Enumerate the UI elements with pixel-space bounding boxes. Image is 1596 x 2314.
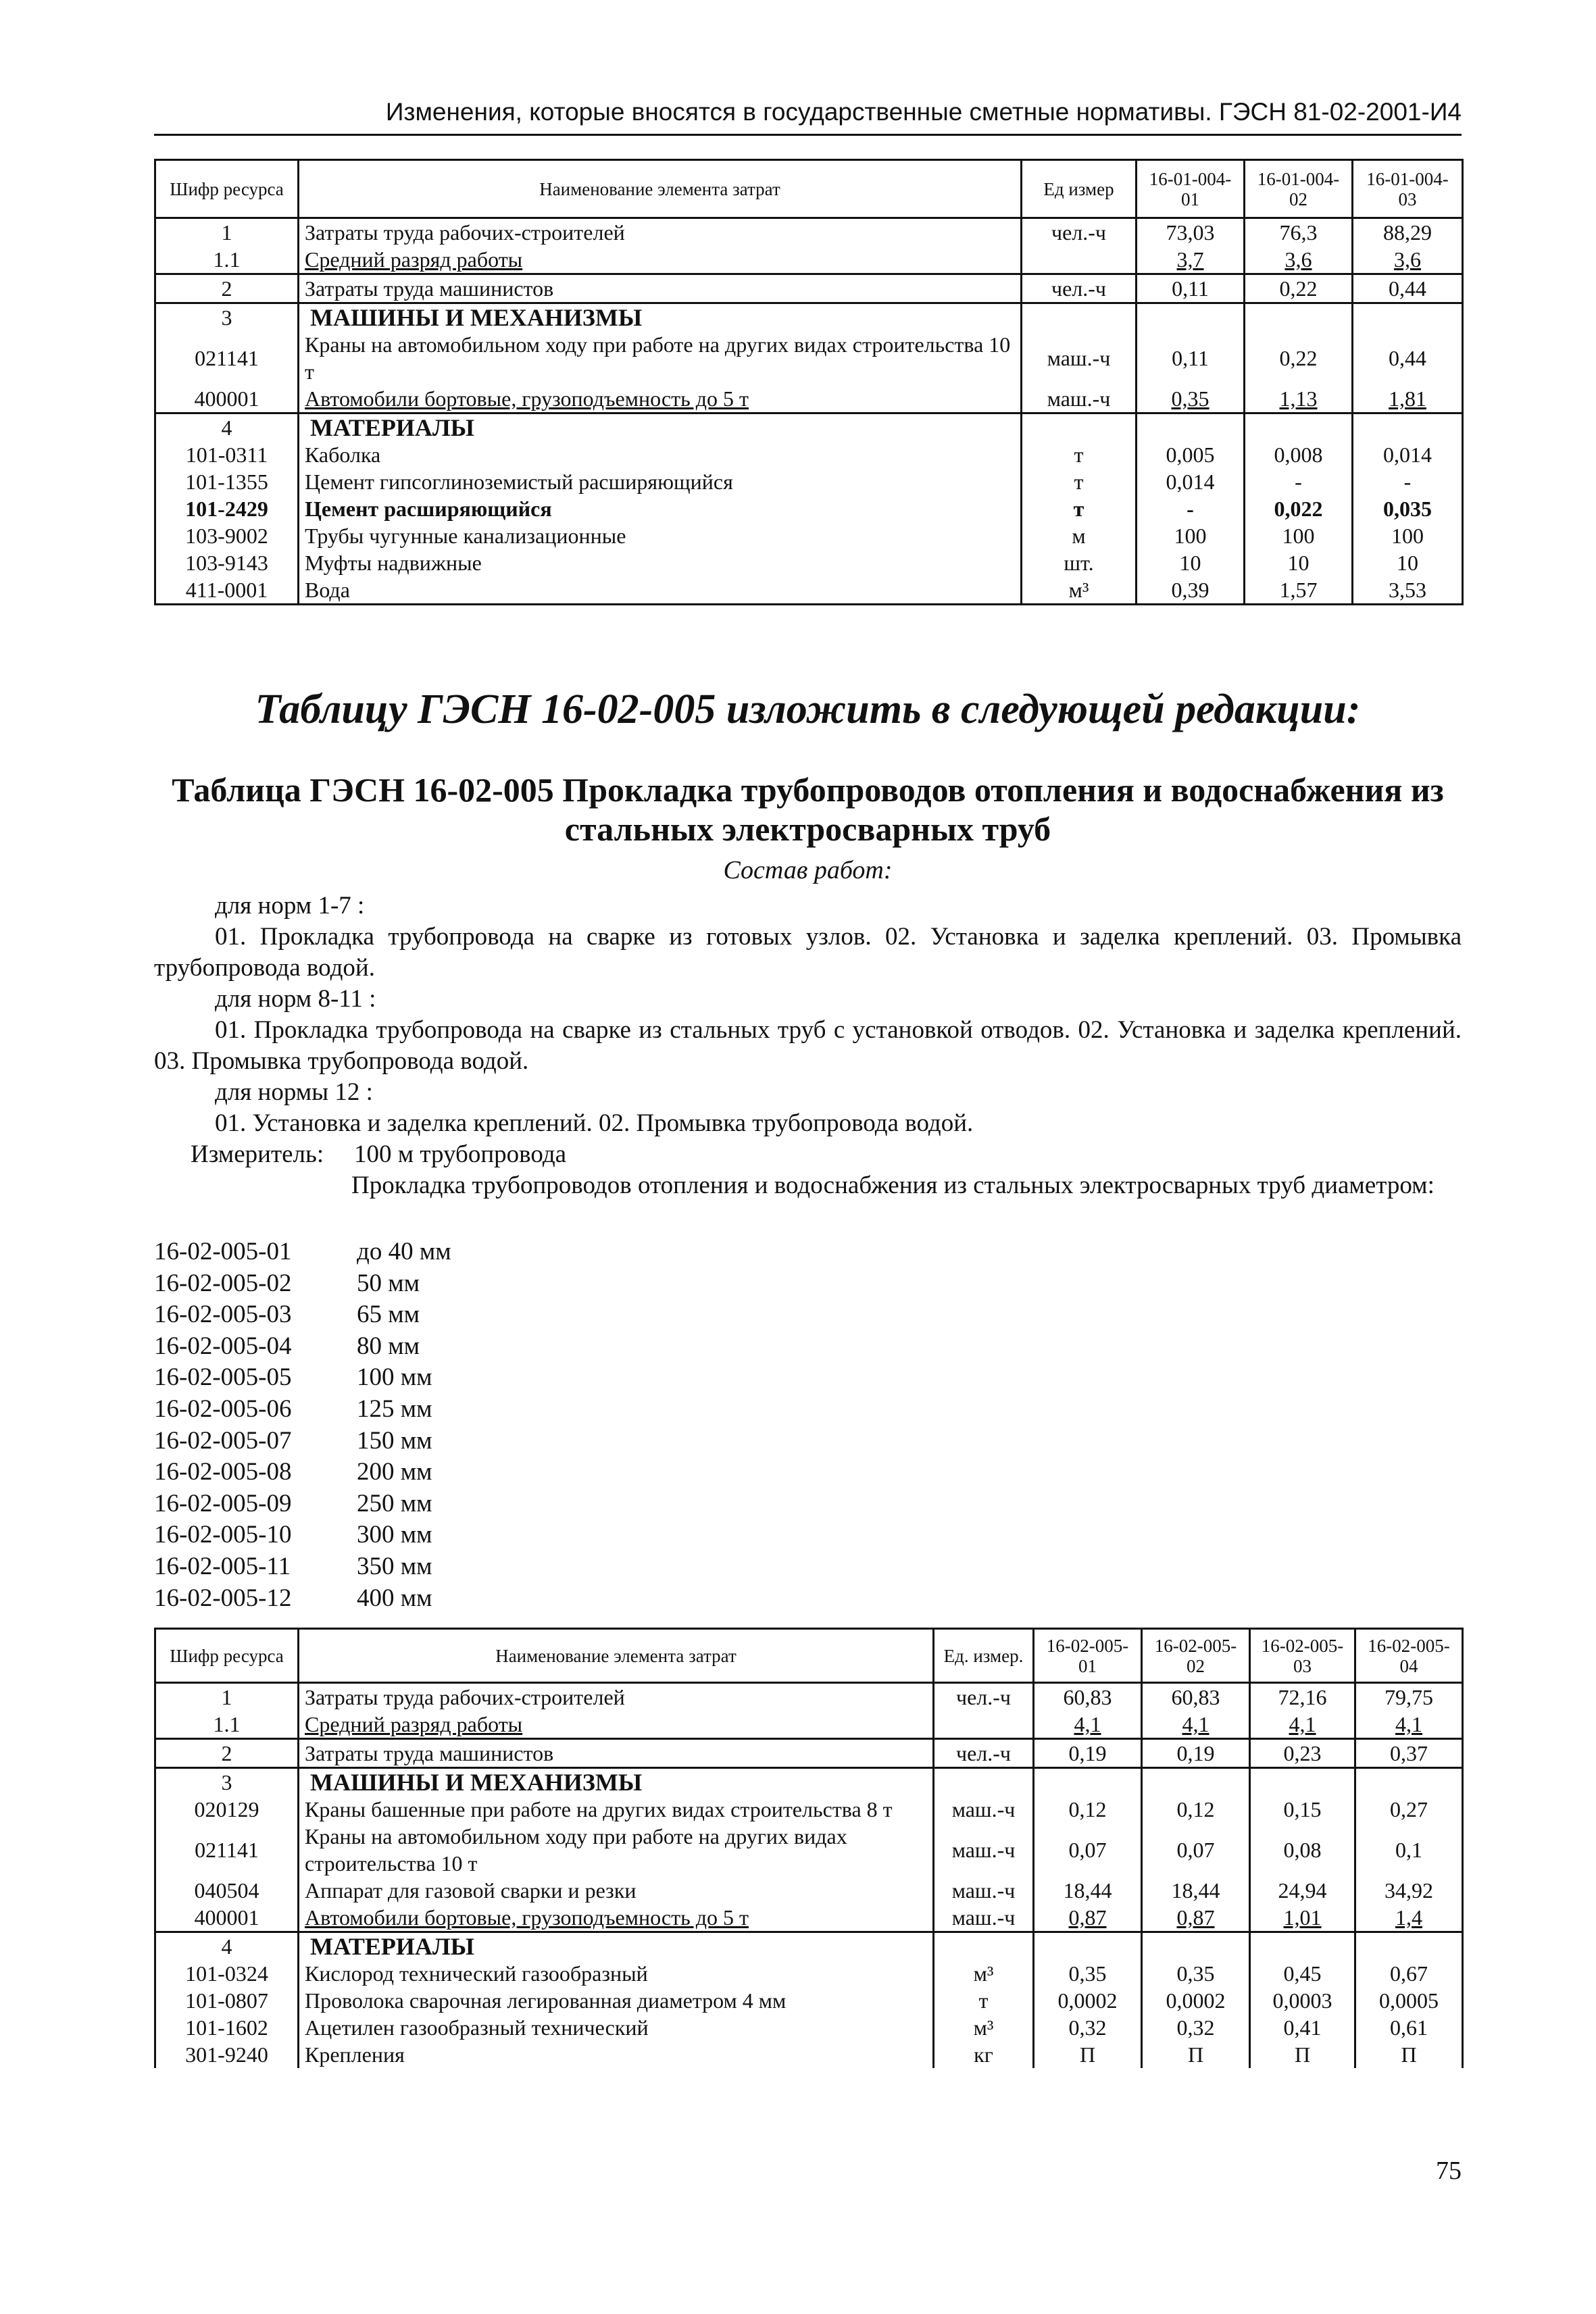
resource-value: П (1355, 2041, 1463, 2068)
resource-value: 88,29 (1353, 218, 1463, 247)
resource-unit: м³ (934, 1960, 1034, 1987)
resource-value: 24,94 (1250, 1877, 1355, 1904)
list-item (154, 1488, 451, 1520)
norm-diameter: 350 мм (357, 1552, 432, 1580)
table-row (155, 331, 1463, 385)
table-row (155, 1796, 1463, 1823)
resource-unit: т (934, 1987, 1034, 2014)
resource-value: 76,3 (1245, 218, 1353, 247)
resource-value: 0,23 (1250, 1739, 1355, 1768)
resource-value: 0,41 (1250, 2014, 1355, 2041)
resource-name: Краны на автомобильном ходу при работе на других видах строительства 10 т (299, 331, 1022, 385)
resource-value: - (1137, 495, 1245, 522)
resource-value: 0,014 (1353, 441, 1463, 468)
section-code: 3 (155, 303, 299, 332)
resource-unit: т (1022, 468, 1137, 495)
resource-code: 2 (155, 274, 299, 303)
resource-value: 0,39 (1137, 576, 1245, 605)
resource-name: Кислород технический газообразный (299, 1960, 934, 1987)
resource-value: 1,13 (1245, 385, 1353, 413)
resource-unit: чел.-ч (1022, 274, 1137, 303)
work-composition-text: 01. Установка и заделка креплений. 02. Промывка трубопровода водой. (215, 1109, 974, 1137)
table-row (155, 1904, 1463, 1932)
resource-code: 2 (155, 1739, 299, 1768)
resource-value: 0,0003 (1250, 1987, 1355, 2014)
resource-value: 0,32 (1034, 2014, 1142, 2041)
resource-name: Аппарат для газовой сварки и резки (299, 1877, 934, 1904)
norms-group-label: для норм 1-7 : (215, 892, 365, 920)
table-row (155, 246, 1463, 274)
resource-value: 0,61 (1355, 2014, 1463, 2041)
resource-name: Проволока сварочная легированная диаметром 4 мм (299, 1987, 934, 2014)
resource-code: 101-0324 (155, 1960, 299, 1987)
resource-name: Вода (299, 576, 1022, 605)
norm-code: 16-02-005-08 (154, 1458, 292, 1486)
resource-value: 0,44 (1353, 331, 1463, 385)
section-heading: МАШИНЫ И МЕХАНИЗМЫ (299, 303, 1022, 332)
table-row (155, 1960, 1463, 1987)
norm-diameter: 250 мм (357, 1489, 432, 1517)
section-row (155, 1768, 1463, 1796)
resource-value: 0,008 (1245, 441, 1353, 468)
list-item (154, 1394, 451, 1426)
resource-name: Муфты надвижные (299, 549, 1022, 576)
table-row (155, 385, 1463, 413)
norm-code: 16-02-005-11 (154, 1552, 291, 1580)
page-number: 75 (1436, 2157, 1462, 2185)
norm-code: 16-02-005-02 (154, 1269, 292, 1297)
col-header-norm: 16-02-005-01 (1034, 1629, 1142, 1683)
col-header-unit: Ед измер (1022, 160, 1137, 218)
resource-value: 0,0002 (1034, 1987, 1142, 2014)
section-row (155, 1932, 1463, 1961)
col-header-norm: 16-02-005-02 (1142, 1629, 1250, 1683)
resource-value: 79,75 (1355, 1683, 1463, 1711)
resource-value: 1,01 (1250, 1904, 1355, 1932)
resource-unit: маш.-ч (934, 1796, 1034, 1823)
col-header-norm: 16-01-004-01 (1137, 160, 1245, 218)
work-composition-text: 01. Прокладка трубопровода на сварке из готовых узлов. 02. Установка и заделка креплений. 03. Промывка трубопровода водой. (154, 923, 1462, 982)
resource-code: 101-1602 (155, 2014, 299, 2041)
col-header-norm: 16-01-004-03 (1353, 160, 1463, 218)
section-code: 3 (155, 1768, 299, 1796)
resource-code: 400001 (155, 1904, 299, 1932)
norm-code: 16-02-005-07 (154, 1426, 292, 1455)
resource-value: 0,035 (1353, 495, 1463, 522)
resource-value: 0,45 (1250, 1960, 1355, 1987)
resource-value: 0,44 (1353, 274, 1463, 303)
list-item (154, 1299, 451, 1331)
resource-value: 0,35 (1142, 1960, 1250, 1987)
resource-code: 103-9143 (155, 549, 299, 576)
resource-value: 0,67 (1355, 1960, 1463, 1987)
resource-code: 040504 (155, 1877, 299, 1904)
resource-value: 0,22 (1245, 331, 1353, 385)
table-row (155, 2014, 1463, 2041)
resource-value: 100 (1353, 522, 1463, 549)
resource-value: 0,87 (1034, 1904, 1142, 1932)
resource-code: 101-0807 (155, 1987, 299, 2014)
col-header-name: Наименование элемента затрат (299, 160, 1022, 218)
resource-unit (934, 1711, 1034, 1739)
resource-code: 1 (155, 218, 299, 247)
resource-unit: маш.-ч (934, 1904, 1034, 1932)
resource-value: 0,022 (1245, 495, 1353, 522)
resource-value: 0,32 (1142, 2014, 1250, 2041)
resource-value: 1,57 (1245, 576, 1353, 605)
norm-diameter: 65 мм (357, 1301, 420, 1329)
resource-value: 10 (1353, 549, 1463, 576)
resource-value: 0,08 (1250, 1823, 1355, 1877)
resource-name: Трубы чугунные канализационные (299, 522, 1022, 549)
table-row (155, 2041, 1463, 2068)
resource-name: Затраты труда машинистов (299, 274, 1022, 303)
table-row (155, 495, 1463, 522)
table-row (155, 1823, 1463, 1877)
col-header-norm: 16-02-005-04 (1355, 1629, 1463, 1683)
resource-value: П (1142, 2041, 1250, 2068)
instruction-heading: Таблицу ГЭСН 16-02-005 изложить в следующей редакции: (255, 686, 1361, 732)
norm-diameter: 150 мм (357, 1426, 432, 1455)
resource-table-16-01-004 (154, 159, 1464, 605)
resource-code: 021141 (155, 1823, 299, 1877)
resource-unit: маш.-ч (934, 1877, 1034, 1904)
resource-value: 0,1 (1355, 1823, 1463, 1877)
norm-diameter: 50 мм (357, 1269, 420, 1297)
resource-unit: маш.-ч (1022, 385, 1137, 413)
norm-code: 16-02-005-10 (154, 1521, 292, 1549)
resource-unit: шт. (1022, 549, 1137, 576)
section-title: Таблица ГЭСН 16-02-005 Прокладка трубопроводов отопления и водоснабжения из стальных электросварных труб (172, 771, 1444, 848)
resource-code: 1 (155, 1683, 299, 1711)
table-row (155, 1877, 1463, 1904)
table-row (155, 218, 1463, 247)
col-header-name: Наименование элемента затрат (299, 1629, 934, 1683)
resource-value: 4,1 (1142, 1711, 1250, 1739)
resource-unit: кг (934, 2041, 1034, 2068)
resource-value: 4,1 (1250, 1711, 1355, 1739)
resource-unit: маш.-ч (1022, 331, 1137, 385)
norms-group-label: для нормы 12 : (215, 1078, 373, 1106)
list-item (154, 1519, 451, 1551)
resource-value: 0,15 (1250, 1796, 1355, 1823)
resource-unit: м (1022, 522, 1137, 549)
norm-code: 16-02-005-03 (154, 1301, 292, 1329)
table-row (155, 1987, 1463, 2014)
norm-diameter: 125 мм (357, 1394, 432, 1423)
resource-value: 100 (1137, 522, 1245, 549)
section-heading: МАШИНЫ И МЕХАНИЗМЫ (299, 1768, 934, 1796)
table-row (155, 1711, 1463, 1739)
col-header-unit: Ед. измер. (934, 1629, 1034, 1683)
resource-value: 0,12 (1142, 1796, 1250, 1823)
norm-code: 16-02-005-06 (154, 1394, 292, 1423)
resource-value: 18,44 (1142, 1877, 1250, 1904)
section-row (155, 413, 1463, 442)
col-header-code: Шифр ресурса (155, 1629, 299, 1683)
resource-value: 0,0005 (1355, 1987, 1463, 2014)
norm-diameter: 100 мм (357, 1363, 432, 1392)
meter-value: 100 м трубопровода (354, 1140, 567, 1168)
resource-value: П (1034, 2041, 1142, 2068)
resource-name: Каболка (299, 441, 1022, 468)
resource-code: 1.1 (155, 246, 299, 274)
resource-value: 0,35 (1034, 1960, 1142, 1987)
resource-value: 34,92 (1355, 1877, 1463, 1904)
resource-name: Средний разряд работы (299, 1711, 934, 1739)
resource-value: 60,83 (1034, 1683, 1142, 1711)
norm-description: Прокладка трубопроводов отопления и водоснабжения из стальных электросварных труб диаметром: (351, 1172, 1435, 1199)
resource-unit: м³ (934, 2014, 1034, 2041)
table-row (155, 1683, 1463, 1711)
resource-value: 0,19 (1034, 1739, 1142, 1768)
resource-value: 18,44 (1034, 1877, 1142, 1904)
table-row (155, 522, 1463, 549)
resource-value: 0,87 (1142, 1904, 1250, 1932)
resource-name: Затраты труда рабочих-строителей (299, 218, 1022, 247)
resource-value: 0,35 (1137, 385, 1245, 413)
norm-diameter: 200 мм (357, 1458, 432, 1486)
list-item (154, 1268, 451, 1300)
resource-value: 0,22 (1245, 274, 1353, 303)
resource-unit: т (1022, 495, 1137, 522)
resource-value: 0,11 (1137, 331, 1245, 385)
norm-code: 16-02-005-04 (154, 1332, 292, 1360)
resource-code: 1.1 (155, 1711, 299, 1739)
list-item (154, 1551, 451, 1583)
list-item (154, 1457, 451, 1488)
work-composition-text: 01. Прокладка трубопровода на сварке из стальных труб с установкой отводов. 02. Установка и заделка креплений. 03. Промывка трубопровода водой. (154, 1016, 1462, 1075)
resource-unit (1022, 246, 1137, 274)
resource-unit: м³ (1022, 576, 1137, 605)
list-item (154, 1236, 451, 1268)
col-header-norm: 16-02-005-03 (1250, 1629, 1355, 1683)
resource-code: 020129 (155, 1796, 299, 1823)
resource-code: 101-2429 (155, 495, 299, 522)
resource-value: 3,6 (1245, 246, 1353, 274)
resource-name: Крепления (299, 2041, 934, 2068)
resource-value: 60,83 (1142, 1683, 1250, 1711)
resource-unit: маш.-ч (934, 1823, 1034, 1877)
resource-value: 0,27 (1355, 1796, 1463, 1823)
resource-value: 1,81 (1353, 385, 1463, 413)
resource-code: 021141 (155, 331, 299, 385)
resource-name: Затраты труда машинистов (299, 1739, 934, 1768)
resource-name: Краны башенные при работе на других видах строительства 8 т (299, 1796, 934, 1823)
resource-value: 0,11 (1137, 274, 1245, 303)
list-item (154, 1362, 451, 1394)
resource-unit: чел.-ч (934, 1739, 1034, 1768)
norm-diameter: 80 мм (357, 1332, 420, 1360)
table-row (155, 468, 1463, 495)
table-row (155, 576, 1463, 605)
resource-unit: чел.-ч (1022, 218, 1137, 247)
norm-diameter: до 40 мм (357, 1238, 451, 1265)
resource-value: 4,1 (1355, 1711, 1463, 1739)
resource-name: Затраты труда рабочих-строителей (299, 1683, 934, 1711)
resource-table-16-02-005 (154, 1628, 1464, 2068)
table-row (155, 549, 1463, 576)
list-item (154, 1331, 451, 1363)
resource-name: Цемент гипсоглиноземистый расширяющийся (299, 468, 1022, 495)
norm-diameter: 400 мм (357, 1584, 432, 1612)
resource-value: 0,0002 (1142, 1987, 1250, 2014)
resource-value: 10 (1137, 549, 1245, 576)
resource-value: 3,7 (1137, 246, 1245, 274)
resource-value: - (1245, 468, 1353, 495)
resource-value: 72,16 (1250, 1683, 1355, 1711)
section-heading: МАТЕРИАЛЫ (299, 413, 1022, 442)
resource-value: 0,12 (1034, 1796, 1142, 1823)
resource-value: 0,014 (1137, 468, 1245, 495)
resource-name: Цемент расширяющийся (299, 495, 1022, 522)
table-row (155, 274, 1463, 303)
resource-value: П (1250, 2041, 1355, 2068)
running-header: Изменения, которые вносятся в государственные сметные нормативы. ГЭСН 81-02-2001-И4 (154, 93, 1462, 136)
resource-value: 1,4 (1355, 1904, 1463, 1932)
list-item (154, 1583, 451, 1615)
resource-value: 0,07 (1034, 1823, 1142, 1877)
resource-code: 101-0311 (155, 441, 299, 468)
resource-name: Автомобили бортовые, грузоподъемность до 5 т (299, 385, 1022, 413)
norm-code: 16-02-005-09 (154, 1489, 292, 1517)
resource-value: 10 (1245, 549, 1353, 576)
resource-unit: чел.-ч (934, 1683, 1034, 1711)
section-code: 4 (155, 1932, 299, 1961)
table-row (155, 1739, 1463, 1768)
section-row (155, 303, 1463, 332)
resource-code: 411-0001 (155, 576, 299, 605)
resource-value: 100 (1245, 522, 1353, 549)
resource-name: Автомобили бортовые, грузоподъемность до 5 т (299, 1904, 934, 1932)
resource-code: 103-9002 (155, 522, 299, 549)
resource-code: 101-1355 (155, 468, 299, 495)
norm-list (154, 1236, 451, 1614)
resource-name: Средний разряд работы (299, 246, 1022, 274)
resource-value: 3,6 (1353, 246, 1463, 274)
resource-value: 73,03 (1137, 218, 1245, 247)
col-header-code: Шифр ресурса (155, 160, 299, 218)
resource-value: 4,1 (1034, 1711, 1142, 1739)
resource-unit: т (1022, 441, 1137, 468)
norm-diameter: 300 мм (357, 1521, 432, 1549)
table-row (155, 441, 1463, 468)
resource-code: 400001 (155, 385, 299, 413)
resource-value: 3,53 (1353, 576, 1463, 605)
norm-code: 16-02-005-05 (154, 1363, 292, 1392)
resource-value: 0,005 (1137, 441, 1245, 468)
resource-value: 0,19 (1142, 1739, 1250, 1768)
resource-value: - (1353, 468, 1463, 495)
resource-name: Ацетилен газообразный технический (299, 2014, 934, 2041)
resource-value: 0,37 (1355, 1739, 1463, 1768)
resource-code: 301-9240 (155, 2041, 299, 2068)
resource-name: Краны на автомобильном ходу при работе на других видах строительства 10 т (299, 1823, 934, 1877)
meter-label: Измеритель: (191, 1140, 324, 1168)
section-code: 4 (155, 413, 299, 442)
list-item (154, 1426, 451, 1457)
col-header-norm: 16-01-004-02 (1245, 160, 1353, 218)
section-heading: МАТЕРИАЛЫ (299, 1932, 934, 1961)
norm-code: 16-02-005-12 (154, 1584, 292, 1612)
resource-value: 0,07 (1142, 1823, 1250, 1877)
norms-group-label: для норм 8-11 : (215, 985, 376, 1013)
norm-code: 16-02-005-01 (154, 1238, 292, 1265)
work-composition-label: Состав работ: (723, 856, 893, 884)
